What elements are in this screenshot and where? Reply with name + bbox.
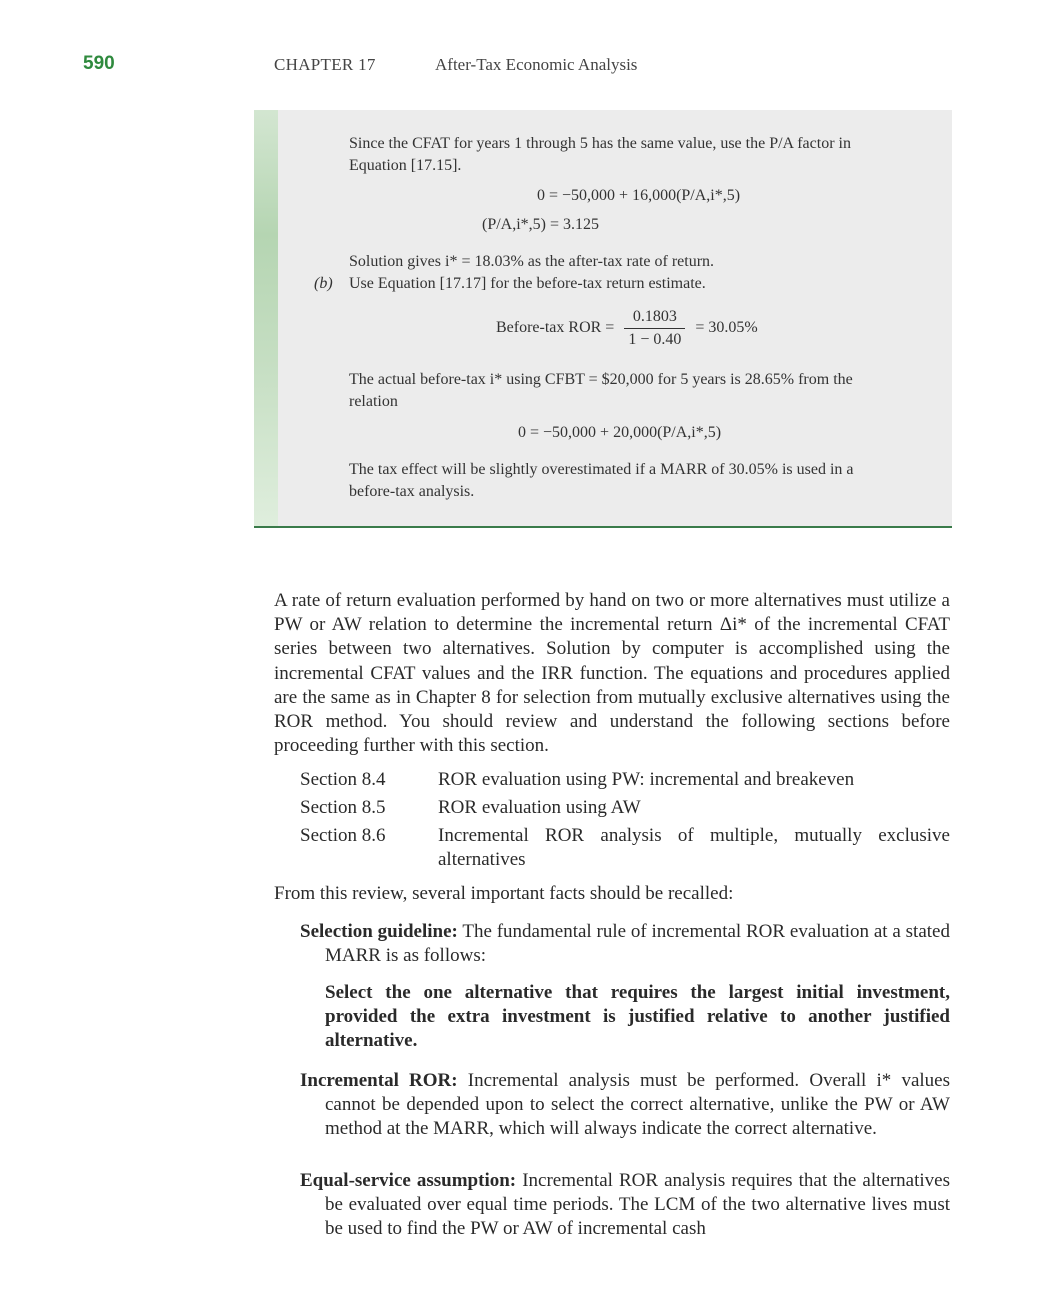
section-ref-text: Incremental ROR analysis of multiple, mutually exclusive alternatives — [438, 825, 950, 870]
equation-pw-cfbt: 0 = −50,000 + 20,000(P/A,i*,5) — [518, 424, 722, 441]
example-solution: Solution gives i* = 18.03% as the after-tax rate of return. — [349, 253, 715, 270]
example-text-line: before-tax analysis. — [349, 483, 475, 500]
ror-denominator: 1 − 0.40 — [628, 331, 682, 348]
equal-service-text: Incremental ROR analysis requires that the alternatives be evaluated over equal time periods. The LCM of the two alternative lives must be used to find the PW or AW of incremental cash — [325, 1170, 950, 1240]
equation-pw-cfat: 0 = −50,000 + 16,000(P/A,i*,5) — [537, 187, 741, 204]
page-number: 590 — [83, 53, 115, 74]
example-text-line: relation — [349, 393, 398, 410]
incremental-text: Incremental analysis must be performed. Overall i* values cannot be depended upon to select the correct alternative, unlike the PW or AW method at the MARR, which will always indicate the correct alternative. — [325, 1070, 950, 1140]
part-b-label: (b) — [314, 275, 333, 292]
review-line: From this review, several important facts should be recalled: — [274, 883, 734, 904]
guideline-text: The fundamental rule of incremental ROR evaluation at a stated MARR is as follows: — [325, 921, 950, 967]
equal-service-term: Equal-service assumption: — [300, 1170, 517, 1191]
ror-rhs: = 30.05% — [695, 319, 758, 337]
ror-lhs: Before-tax ROR = — [496, 319, 615, 337]
example-text-line: Equation [17.15]. — [349, 157, 462, 174]
chapter-title: After-Tax Economic Analysis — [435, 55, 638, 74]
incremental-term: Incremental ROR: — [300, 1070, 458, 1091]
guideline-term: Selection guideline: — [300, 921, 458, 942]
intro-paragraph: A rate of return evaluation performed by hand on two or more alternatives must utilize a PW or AW relation to determine the incremental return Δi* of the incremental CFAT series between two alternatives. Solution by computer is accomplished using the incremental CFAT values and the IRR function. The equations and procedures applied are the same as in Chapter 8 for selection from mutually exclusive alternatives using the ROR method. You should review and understand the following sections before proceeding further with this section. — [274, 590, 950, 757]
equal-service-item — [300, 1169, 950, 1242]
ror-numerator: 0.1803 — [624, 308, 685, 329]
example-text-line: The actual before-tax i* using CFBT = $20,000 for 5 years is 28.65% from the — [349, 371, 853, 388]
section-ref-text: ROR evaluation using PW: incremental and breakeven — [438, 769, 855, 790]
incremental-item — [300, 1069, 950, 1142]
guideline-item — [300, 920, 950, 968]
example-bottom-rule — [254, 526, 952, 528]
section-ref-label: Section 8.5 — [300, 797, 386, 818]
section-ref-text: ROR evaluation using AW — [438, 797, 641, 818]
section-ref-label: Section 8.4 — [300, 769, 386, 790]
section-ref-label: Section 8.6 — [300, 825, 386, 846]
equation-pa-factor: (P/A,i*,5) = 3.125 — [482, 216, 600, 233]
example-text-line: The tax effect will be slightly overestimated if a MARR of 30.05% is used in a — [349, 461, 854, 478]
guideline-rule: Select the one alternative that requires the largest initial investment, provided the extra investment is justified relative to another justified alternative. — [325, 982, 950, 1052]
chapter-label: CHAPTER 17 — [274, 55, 376, 74]
example-text-line: Since the CFAT for years 1 through 5 has the same value, use the P/A factor in — [349, 135, 851, 152]
equation-before-tax-ror — [496, 308, 758, 349]
part-b-text: Use Equation [17.17] for the before-tax return estimate. — [349, 275, 706, 292]
example-side-stripe — [254, 110, 278, 526]
ror-fraction — [624, 308, 685, 349]
